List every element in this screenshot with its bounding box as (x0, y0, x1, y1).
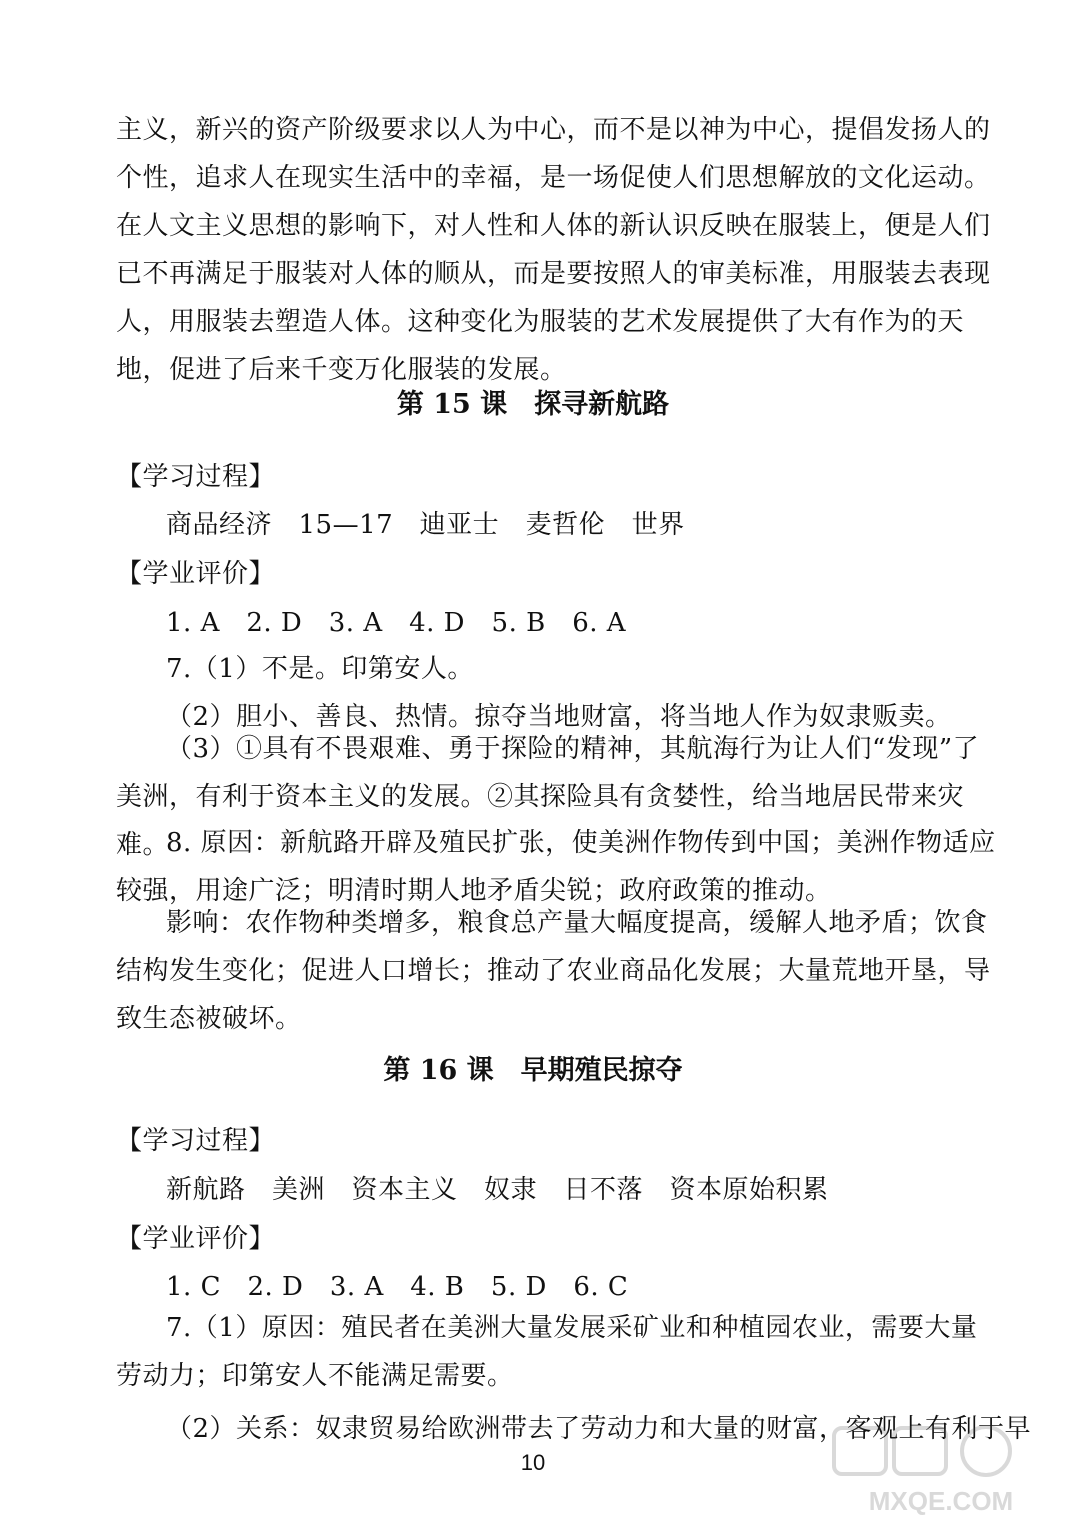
lesson-15-learning-process-label: 【学习过程】 (116, 462, 276, 492)
lesson-16-q7-2: （2）关系：奴隶贸易给欧洲带去了劳动力和大量的财富，客观上有利于早 (166, 1414, 1032, 1444)
lesson-16-q7-1: 7.（1）原因：殖民者在美洲大量发展采矿业和种植园农业，需要大量劳动力；印第安人不能满足需要。 (116, 1313, 978, 1391)
lesson-15-q8-reason: 8. 原因：新航路开辟及殖民扩张，使美洲作物传到中国；美洲作物适应较强，用途广泛；明清时期人地矛盾尖锐；政府政策的推动。 (116, 828, 996, 906)
lesson-15-q7-2: （2）胆小、善良、热情。掠夺当地财富，将当地人作为奴隶贩卖。 (166, 702, 952, 732)
lesson-16-learning-process-label: 【学习过程】 (116, 1126, 276, 1156)
lesson-15-q7-1: 7.（1）不是。印第安人。 (166, 654, 474, 684)
lesson-16-title: 第 16 课 早期殖民掠夺 (383, 1055, 683, 1086)
lesson-15-evaluation-label: 【学业评价】 (116, 559, 276, 589)
watermark-text: MXQE.COM (868, 1486, 1014, 1516)
intro-paragraph: 主义，新兴的资产阶级要求以人为中心，而不是以神为中心，提倡发扬人的个性，追求人在现实生活中的幸福，是一场促使人们思想解放的文化运动。在人文主义思想的影响下，对人性和人体的新认识反映在服装上，便是人们已不再满足于服装对人体的顺从，而是要按照人的审美标准，用服装去表现人，用服装去塑造人体。这种变化为服装的艺术发展提供了大有作为的天地，促进了后来千变万化服装的发展。 (116, 115, 991, 385)
lesson-16-choice-answers: 1. C 2. D 3. A 4. B 5. D 6. C (166, 1272, 629, 1302)
lesson-16-evaluation-label: 【学业评价】 (116, 1224, 276, 1254)
lesson-15-learning-process-answers: 商品经济 15—17 迪亚士 麦哲伦 世界 (166, 510, 685, 540)
watermark-logo (826, 1422, 1056, 1522)
page-number: 10 (520, 1450, 546, 1475)
lesson-15-q7-3: （3）①具有不畏艰难、勇于探险的精神，其航海行为让人们“发现”了美洲，有利于资本主义的发展。②其探险具有贪婪性，给当地居民带来灾难。 (116, 734, 980, 860)
lesson-15-title: 第 15 课 探寻新航路 (396, 389, 670, 420)
lesson-15-choice-answers: 1. A 2. D 3. A 4. D 5. B 6. A (166, 608, 627, 638)
lesson-16-learning-process-answers: 新航路 美洲 资本主义 奴隶 日不落 资本原始积累 (166, 1175, 829, 1205)
lesson-15-q8-impact: 影响：农作物种类增多，粮食总产量大幅度提高，缓解人地矛盾；饮食结构发生变化；促进人口增长；推动了农业商品化发展；大量荒地开垦，导致生态被破坏。 (116, 908, 991, 1034)
